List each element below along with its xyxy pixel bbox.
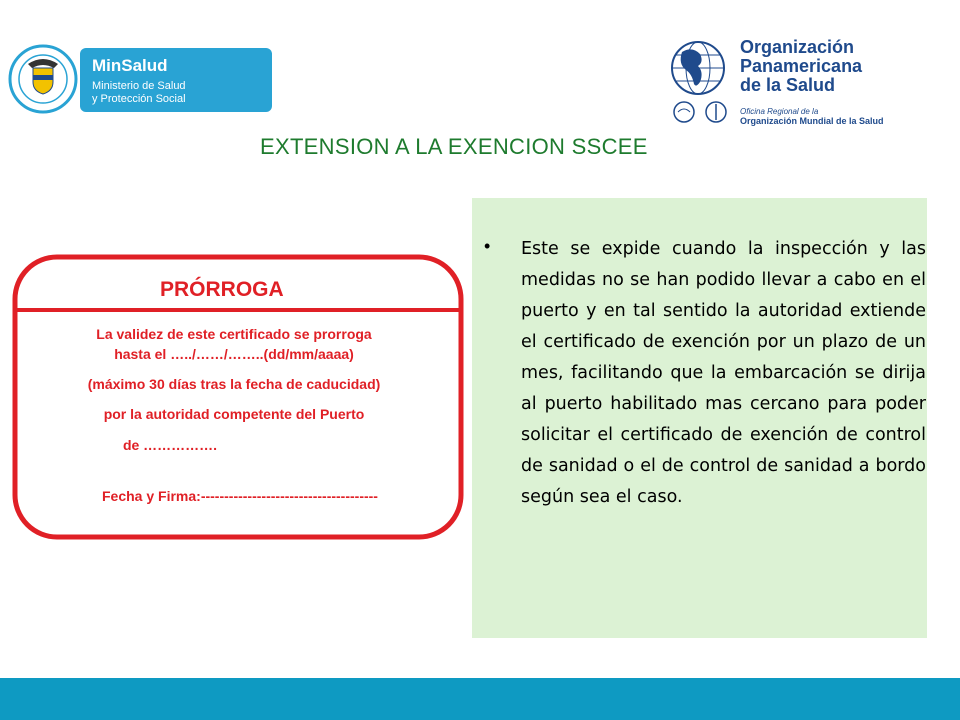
bullet-icon: • xyxy=(484,236,491,256)
stamp-line-4: por la autoridad competente del Puerto xyxy=(103,406,365,422)
stamp-line-1: La validez de este certificado se prorroga xyxy=(96,326,372,342)
ops-name-line2: Panamericana xyxy=(740,56,863,76)
ops-subtitle-line1: Oficina Regional de la xyxy=(740,107,819,116)
footer-bar xyxy=(0,678,960,720)
stamp-line-5: de ……………. xyxy=(122,437,218,453)
minsalud-subtitle-line2: y Protección Social xyxy=(92,93,186,105)
ops-name-line3: de la Salud xyxy=(740,75,836,95)
ops-subtitle-line2: Organización Mundial de la Salud xyxy=(740,116,884,126)
stamp-line-3: (máximo 30 días tras la fecha de caducidad) xyxy=(87,376,381,392)
emblems-icon xyxy=(672,100,730,124)
minsalud-title: MinSalud xyxy=(92,56,168,75)
minsalud-subtitle xyxy=(92,80,186,106)
description-text: Este se expide cuando la inspección y las medidas no se han podido llevar a cabo en el puerto y en tal sentido la autoridad extiende el certificado de exención por un plazo de un mes, facilitando que la embarcación se dirija al puerto habilitado mas cercano para poder solicitar el certificado de exención de control de sanidad o el de control de sanidad a bordo según sea el caso. xyxy=(521,239,926,507)
globe-icon xyxy=(668,38,730,98)
stamp-heading: PRÓRROGA xyxy=(160,278,284,301)
ops-name xyxy=(740,38,862,95)
minsalud-subtitle-line1: Ministerio de Salud xyxy=(92,80,186,92)
page-title: EXTENSION A LA EXENCION SSCEE xyxy=(260,134,648,159)
stamp-line-2: hasta el …../……/……..(dd/mm/aaaa) xyxy=(114,346,354,362)
colombia-seal-icon xyxy=(8,44,78,114)
stamp-line-6: Fecha y Firma:-------------------------------------- xyxy=(102,488,378,504)
ops-name-line1: Organización xyxy=(740,37,855,57)
minsalud-badge xyxy=(80,48,272,112)
